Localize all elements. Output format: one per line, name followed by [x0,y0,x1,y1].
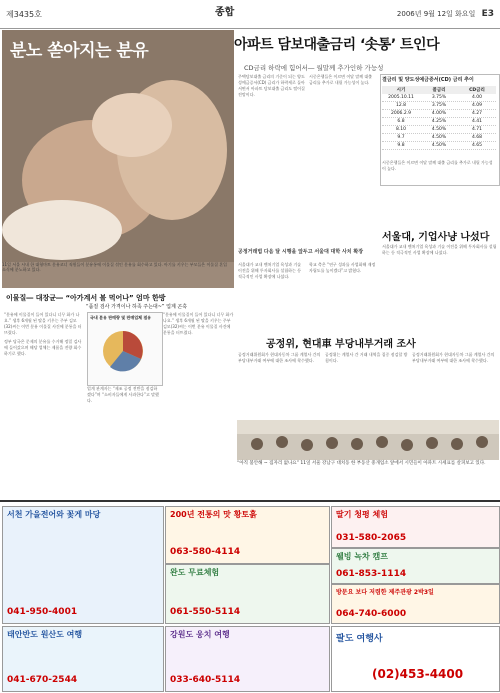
ad-seocheon-title: 서천 가을전어와 꽃게 마당 [7,510,101,519]
ad-gangwon-title: 강원도 웅치 여행 [170,630,230,639]
apartment-body-p1: 주택담보대출 금리의 기준이 되는 양도성예금증서(CD) 금리가 하락세로 돌아서면서 아파트 담보대출 금리도 떨어질 전망이다. [238,74,305,97]
left-subhead-line1: 이물질― 대장균― “아가계서 볼 먹어나” 엄마 한방 [6,294,166,302]
apartment-headline: 아파트 담보대출금리 ‘솟통’ 트인다 [234,37,440,53]
rate-table-cell: 4.50% [431,127,447,132]
ad-jeju[interactable] [331,584,500,624]
ad-wando[interactable] [165,564,330,624]
left-body-col1 [4,312,82,497]
date: 2006년 9월 12일 화요일 [396,10,476,18]
rate-table-row [382,94,496,102]
rate-table-cell: 3.75% [431,103,447,108]
ad-greentea[interactable] [331,548,500,584]
rate-table-cell: 9.8 [397,143,405,148]
left-body-col3 [163,312,235,497]
feature-photo-caption: 11일 서울 시내 한 대형마트 분유코너 직원들이 분유통에 이물질 섞인 분유를 회수하고 있다. 아기를 키우는 부모들은 이물질 혼입 소식에 분노하고 있다. [2,262,228,272]
seoul-body-p3: 서울대가 교내 벤처기업 육성과 기술 이전을 위해 투자회사를 설립하는 등 적극적인 사업 확장에 나섰다. [382,244,497,255]
rate-table-cell: 6.8 [397,119,405,124]
left-body-p3: 업계 관계자는 “제조 공정 전반을 점검하겠다”며 “소비자들에게 사과한다”고 말했다. [87,386,159,403]
rate-table-row [382,134,496,142]
ad-hwangto[interactable] [165,506,330,564]
rate-table-header [382,86,496,94]
ad-hwangto-title: 200년 전통의 맛 황토흙 [170,510,257,519]
page-number: E3 [481,9,494,19]
hyundai-headline: 공정위, 현대車 부당내부거래 조사 [266,339,416,350]
ad-gangwon-phone: 033-640-5114 [170,675,241,685]
rate-table-row [382,118,496,126]
seoul-headline: 서울대, 기업사냥 나섰다 [382,232,490,243]
ad-wando-phone: 061-550-5114 [170,607,241,617]
apartment-body-col2 [309,74,377,224]
ad-jeju-phone: 064-740-6000 [336,609,407,619]
rate-table-cell: 4.09 [471,103,483,108]
ad-strawberry[interactable] [331,506,500,548]
feature-headline: 분노 쏟아지는 분유 [10,41,149,61]
ad-gangwon[interactable] [165,626,330,692]
ad-wando-title: 완도 무료체험 [170,568,220,577]
seoul-body-p1: 서울대가 교내 벤처기업 육성과 기술 이전을 위해 투자회사를 설립하는 등 적극적인 사업 확장에 나섰다. [238,262,302,279]
rate-table-cell: 4.27 [471,111,483,116]
rate-table-header-cell: CD금리 [469,88,485,93]
rate-table-cell: 8.10 [395,127,407,132]
left-subhead [6,293,187,310]
hyundai-body-p2: 공정위는 계열사 간 거래 내역을 집중 점검할 방침이다. [325,352,408,363]
rate-table-note [382,160,496,222]
left-body-p4: “분유에 이물질이 들어 있다니 너무 화가 나요.” 생후 6개월 된 딸을 키우는 주부 김모(32)씨는 이번 분유 이물질 사건에 분통을 터뜨렸다. [163,312,234,335]
apartment-body-col1 [238,74,306,224]
crowd-photo-caption: “아직 불안해 ~ 집자리 없나요” 11일 서울 강남구 대치동 한 부동산 중개업소 앞에서 시민들이 아파트 시세표를 살펴보고 있다. [237,461,486,466]
chart-graphic [88,323,158,377]
left-body-p1: “분유에 이물질이 들어 있다니 너무 화가 나요.” 생후 6개월 된 딸을 키우는 주부 김모(32)씨는 이번 분유 이물질 사건에 분통을 터뜨렸다. [4,312,82,335]
rate-note-text: 시중은행들은 이르면 이달 말께 대출 금리를 추가로 내릴 가능성이 높다. [382,160,493,171]
ad-greentea-title: 웰빙 녹차 캠프 [336,552,388,561]
rate-table-row [382,102,496,110]
rate-table-cell: 2006.2.9 [390,111,412,116]
rate-table-cell: 4.00% [431,111,447,116]
ad-paldo-phone: (02)453-4400 [372,667,464,681]
ad-taean[interactable] [2,626,164,692]
market-chart [87,312,163,386]
left-body-p2: 정부 당국은 문제의 분유를 수거해 정밀 검사에 들어갔으며 해당 업체는 제품을 전량 회수하기로 했다. [4,339,82,356]
rate-table-cell: 4.71 [471,127,483,132]
rate-table-cell: 4.68 [471,135,483,140]
rate-table-row [382,126,496,134]
feature-photo [2,30,234,288]
ad-taean-title: 태안반도 원산도 여행 [7,630,83,639]
rate-table-header-cell: 시기 [396,88,406,93]
apartment-body-p2: 시중은행들은 이르면 이달 말께 대출 금리를 추가로 내릴 가능성이 높다. [309,74,373,85]
ad-jeju-title: 방문요 보다 저렴한 제주관광 2박3일 [336,589,434,596]
ad-taean-phone: 041-670-2544 [7,675,78,685]
issue-number: 제3435호 [6,10,42,19]
crowd-photo [237,420,499,460]
ad-seocheon-phone: 041-950-4001 [7,607,78,617]
date-line [397,9,494,19]
baby-photo [2,30,234,262]
hyundai-body-p1: 공정거래위원회가 현대자동차 그룹 계열사 간의 부당내부거래 여부에 대한 조사에 착수했다. [238,352,321,363]
ad-paldo[interactable] [331,626,500,692]
ad-strawberry-phone: 031-580-2065 [336,533,407,543]
hyundai-body-col2 [325,352,409,417]
crowd-graphic [237,420,499,460]
rate-table-rows [382,86,496,150]
hyundai-body-col3 [412,352,498,417]
seoul-body-col1 [238,262,306,327]
rate-table-row [382,110,496,118]
ad-seocheon[interactable] [2,506,164,624]
rate-table-body [382,86,496,150]
left-body-col2 [87,386,161,496]
seoul-subhead: 공정거래법 다음 달 시행을 앞두고 서울대 대학 사치 확장 [238,249,364,255]
rate-table-cell: 4.65 [471,143,483,148]
seoul-body-p2: 학교 측은 “연구 성과를 사업화해 재정 자립도를 높이겠다”고 밝혔다. [309,262,376,273]
chart-label: 국내 분유 판매량 및 판매업체 점유 [90,315,152,320]
rate-table-title: 결금리 및 양도성예금증서(CD) 금리 추이 [382,77,474,83]
rate-table-cell: 12.8 [395,103,407,108]
rate-table-row [382,142,496,150]
advertisement-area [0,500,500,693]
rate-table-cell: 3.75% [431,95,447,100]
ad-greentea-phone: 061-853-1114 [336,569,407,579]
seoul-body-col3 [382,244,498,329]
hyundai-body-p3: 공정거래위원회가 현대자동차 그룹 계열사 간의 부당내부거래 여부에 대한 조사에 착수했다. [412,352,495,363]
rate-table-cell: 4.00 [471,95,483,100]
ad-strawberry-title: 딸기 청평 체험 [336,510,388,519]
rate-table-cell: 4.41 [471,119,483,124]
left-subhead-line2: “품질 검사 가격이나 하족 주는대~” 업계 곤혹 [86,304,188,310]
seoul-body-col2 [309,262,377,327]
rate-table-cell: 4.50% [431,135,447,140]
rate-table-header-cell: 콜금리 [432,88,446,93]
rate-table-cell: 2005.10.11 [388,95,414,100]
ad-hwangto-phone: 063-580-4114 [170,547,241,557]
rate-table-cell: 4.50% [431,143,447,148]
ad-paldo-title: 팔도 여행사 [336,634,383,644]
hyundai-body-col1 [238,352,322,417]
rate-table-cell: 4.25% [431,119,447,124]
apartment-subhead: CD금리 하락에 힘어서― 월말께 추가인하 가능성 [244,64,384,72]
rate-table-cell: 9.7 [397,135,405,140]
masthead [0,0,500,29]
section-title: 종합 [215,7,235,18]
